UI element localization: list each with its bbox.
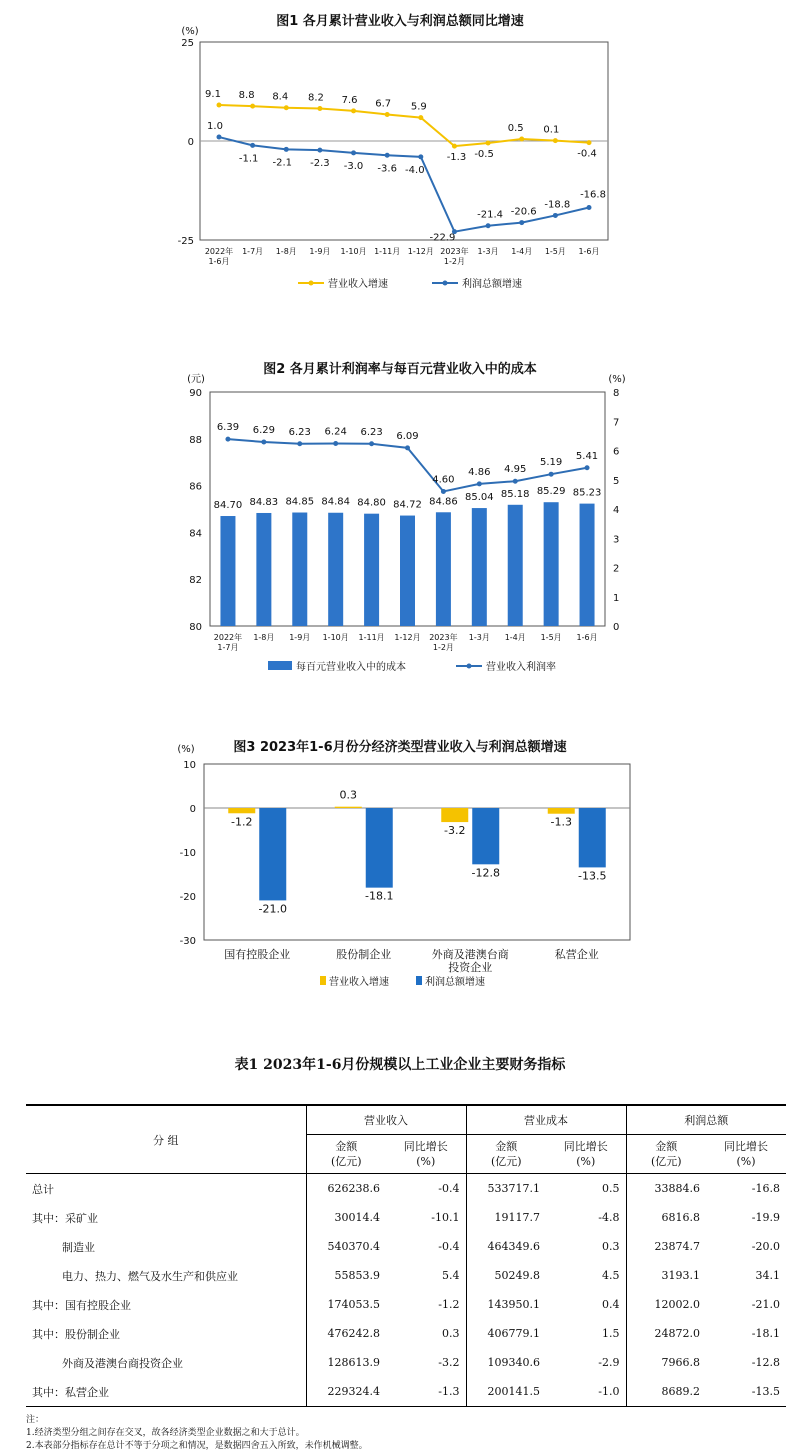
table-cell: 0.3 [442,1327,460,1340]
data-point [250,143,255,148]
data-label: 6.23 [360,426,383,438]
table-cell: -20.0 [751,1240,780,1253]
table-cell: 33884.6 [626,1174,706,1204]
data-point [418,115,423,120]
data-label: -2.1 [272,157,293,169]
data-point [477,481,482,486]
bar [328,513,343,626]
y-right-tick-label: 0 [613,622,620,633]
x-tick-label: 1-4月 [504,633,526,642]
data-point [519,137,524,142]
sub-header-line: (%) [576,1155,596,1168]
note-line-2: 2.本表部分指标存在总计不等于分项之和情况，是数据四舍五入所致，未作机械调整。 [26,1441,368,1451]
y-tick-label: 25 [181,38,194,49]
legend-label: 营业收入增速 [329,977,389,988]
bar [436,512,451,626]
figure2-title: 图2 各月累计利润率与每百元营业收入中的成本 [263,362,537,377]
data-label: -21.4 [477,209,504,221]
table-cell: 12002.0 [626,1290,706,1319]
x-tick-label: 1-9月 [289,633,311,642]
col-group-profit: 利润总额 [626,1105,786,1135]
y-right-tick-label: 7 [613,417,620,429]
table-cell: -0.4 [438,1182,460,1195]
bar-label: 84.80 [357,497,386,509]
figure2 [0,350,800,690]
y-axis-unit: (%) [181,26,199,37]
y-right-tick-label: 8 [613,388,620,399]
y-left-tick-label: 88 [189,434,202,446]
data-point [369,441,374,446]
data-label: -0.5 [474,148,494,160]
x-tick-label: 2023年 [440,247,469,256]
bar-label: 84.72 [393,499,422,511]
data-label: 0.1 [543,124,560,136]
data-label: 1.0 [207,121,223,133]
figure3-chart [0,730,800,1000]
data-point [486,140,491,145]
figure3 [0,730,800,1000]
bar [579,808,606,867]
sub-header-amount [626,1135,706,1174]
bar-label: 85.04 [464,492,494,504]
table-cell: -4.8 [598,1211,620,1224]
data-label: 6.24 [324,426,347,438]
data-label: 7.6 [341,94,358,106]
row-label: 电力、热力、燃气及水生产和供应业 [62,1269,238,1283]
table-row [26,1203,786,1232]
table-cell: 540370.4 [306,1232,386,1261]
x-tick-label: 1-2月 [443,257,465,266]
data-label: 4.86 [468,466,491,478]
table-cell: -21.0 [751,1298,780,1311]
y-tick-label: 0 [189,804,196,815]
bar-label: -3.2 [444,824,466,838]
y-right-tick-label: 3 [613,534,620,546]
data-point [549,472,554,477]
y-left-tick-label: 84 [189,528,202,540]
bar-label: -1.3 [550,815,572,829]
bar [441,808,468,822]
x-tick-label: 1-12月 [394,633,421,642]
bar-label: -18.1 [365,889,394,903]
y-tick-label: -10 [179,848,196,859]
data-point [519,220,524,225]
x-tick-label: 1-8月 [253,633,275,642]
bar [400,516,415,626]
data-label: -0.4 [577,148,597,160]
sub-header-line: (亿元) [650,1155,682,1168]
figure2-chart [0,350,800,690]
data-label: -22.9 [429,232,456,244]
table-cell: 0.4 [602,1298,620,1311]
y-right-tick-label: 4 [613,505,620,516]
y-tick-label: -20 [179,892,196,903]
bar [472,808,499,864]
bar-label: 84.83 [249,496,279,508]
table-cell: 8689.2 [626,1377,706,1407]
table-cell: 7966.8 [626,1348,706,1377]
table-cell: 55853.9 [306,1261,386,1290]
figure1-chart [0,0,800,300]
x-tick-label: 1-6月 [208,257,230,266]
note-line-1: 1.经济类型分组之间存在交叉，故各经济类型企业数据之和大于总计。 [26,1428,305,1438]
data-label: 0.5 [507,123,524,135]
table-cell: 5.4 [442,1269,460,1282]
data-label: 6.23 [288,426,311,438]
x-tick-label: 1-5月 [540,633,562,642]
table-cell: -2.9 [598,1356,620,1369]
table-cell: 6816.8 [626,1203,706,1232]
y-tick-label: -30 [179,936,196,947]
data-point [217,102,222,107]
table-cell: 533717.1 [466,1174,546,1204]
data-point [250,104,255,109]
x-tick-label: 1-12月 [407,247,434,256]
sub-header-line: 金额 [655,1140,678,1153]
figure1-title: 图1 各月累计营业收入与利润总额同比增速 [276,14,524,29]
x-tick-label: 1-5月 [544,247,566,256]
row-label: 总计 [32,1182,54,1196]
y-right-tick-label: 1 [613,592,620,604]
table-cell: 109340.6 [466,1348,546,1377]
x-tick-label: 2022年 [204,247,234,256]
bar-label: 0.3 [339,788,357,802]
col-group-revenue: 营业收入 [306,1105,466,1135]
legend-label: 利润总额增速 [462,279,522,290]
row-label: 其中：采矿业 [32,1211,98,1225]
y-axis-unit: (%) [177,744,195,755]
legend-swatch [416,976,422,985]
x-tick-label: 私营企业 [554,948,599,961]
table-row [26,1348,786,1377]
bar [472,508,487,626]
y-tick-label: 0 [187,137,194,148]
sub-header-line: (亿元) [330,1155,362,1168]
col-group-cost: 营业成本 [466,1105,626,1135]
bar-label: 84.84 [321,496,351,508]
legend-marker [467,664,472,669]
table-cell: 50249.8 [466,1261,546,1290]
sub-header-growth [706,1135,786,1174]
table-cell: 406779.1 [466,1319,546,1348]
bar [220,516,235,626]
bar-label: -13.5 [578,869,607,883]
financial-table [26,1104,786,1407]
table-cell: -12.8 [751,1356,780,1369]
data-point [217,135,222,140]
x-tick-label: 1-7月 [217,643,239,652]
sub-header-line: (亿元) [490,1155,522,1168]
row-label: 其中：股份制企业 [32,1327,120,1341]
x-tick-label: 1-2月 [432,643,454,652]
sub-header-line: 同比增长 [403,1140,448,1153]
data-label: -16.8 [580,189,606,201]
data-point [585,465,590,470]
y-right-tick-label: 6 [613,446,620,458]
x-tick-label: 1-7月 [242,247,264,256]
data-label: 4.60 [432,474,455,486]
data-point [418,154,423,159]
data-point [333,441,338,446]
y-tick-label: -25 [177,236,194,247]
sub-header-amount [466,1135,546,1174]
bar [228,808,255,813]
legend-swatch [268,661,292,670]
data-point [351,150,356,155]
series-line-1 [219,105,589,146]
data-label: 8.4 [272,91,289,103]
sub-header-line: 同比增长 [724,1140,768,1153]
sub-header-line: (%) [736,1155,756,1168]
data-label: 5.9 [410,101,427,113]
bar [335,807,362,808]
table-cell: 0.3 [602,1240,620,1253]
table-cell: 174053.5 [306,1290,386,1319]
x-tick-label: 1-11月 [374,247,401,256]
row-label: 其中：私营企业 [26,1377,306,1407]
table-cell: -13.5 [706,1377,786,1407]
bar-label: -21.0 [258,902,287,916]
bar [259,808,286,900]
x-tick-label: 1-6月 [578,247,600,256]
x-tick-label: 1-11月 [358,633,385,642]
data-point [405,445,410,450]
y-right-tick-label: 5 [613,475,620,487]
table-title: 表1 2023年1-6月份规模以上工业企业主要财务指标 [234,1057,566,1073]
bar-label: 85.18 [500,488,530,500]
table-cell: -16.8 [751,1182,780,1195]
data-label: -1.3 [446,152,467,164]
data-point [317,106,322,111]
data-point [513,479,518,484]
group-header: 分 组 [26,1105,306,1174]
data-label: 6.39 [216,422,240,434]
table-cell: -1.2 [438,1298,460,1311]
table-cell: 0.5 [602,1182,620,1195]
table-cell: -19.9 [751,1211,780,1224]
bar-label: 85.29 [536,486,566,498]
x-tick-label: 投资企业 [448,961,493,974]
data-label: 5.41 [575,450,599,462]
data-point [587,140,592,145]
row-label: 外商及港澳台商投资企业 [62,1356,183,1370]
data-point [553,138,558,143]
data-label: -4.0 [405,164,425,176]
data-point [261,440,266,445]
data-label: -3.6 [377,163,397,175]
bar [366,808,393,888]
y-left-tick-label: 86 [189,481,202,493]
sub-header-line: (%) [416,1155,436,1168]
data-label: -3.0 [343,160,364,172]
data-label: 4.95 [504,464,527,476]
legend-label: 每百元营业收入中的成本 [296,662,406,673]
table-cell: 4.5 [602,1269,620,1282]
sub-header-line: 金额 [495,1140,518,1153]
figure3-title: 图3 2023年1-6月份分经济类型营业收入与利润总额增速 [233,740,567,755]
data-point [351,108,356,113]
table-cell: 24872.0 [626,1319,706,1348]
table-cell: -0.4 [438,1240,460,1253]
data-point [441,489,446,494]
data-label: 8.2 [307,92,324,104]
y-left-tick-label: 80 [189,622,202,633]
y-left-tick-label: 90 [189,388,202,399]
sub-header-growth [546,1135,626,1174]
table-cell: -1.0 [546,1377,626,1407]
x-tick-label: 1-4月 [511,247,533,256]
table-row [26,1290,786,1319]
y-left-tick-label: 82 [189,575,202,587]
table-row [26,1174,786,1204]
data-label: 6.29 [252,425,275,437]
notes-head: 注： [26,1415,45,1425]
row-label: 其中：国有控股企业 [32,1298,131,1312]
table-cell: -1.3 [386,1377,466,1407]
bar [508,505,523,626]
table-cell: 476242.8 [306,1319,386,1348]
legend-marker [309,281,314,286]
figure1 [0,0,800,300]
bar-label: -12.8 [471,866,500,880]
table-cell: 1.5 [602,1327,620,1340]
sub-header-line: 金额 [335,1140,358,1153]
table-cell: -18.1 [751,1327,780,1340]
bar-label: 84.85 [285,496,315,508]
data-point [297,441,302,446]
table-row [26,1232,786,1261]
y-right-unit: (%) [608,374,626,385]
x-tick-label: 1-10月 [322,633,349,642]
data-point [486,223,491,228]
table-cell: 200141.5 [466,1377,546,1407]
data-label: 9.1 [205,88,221,100]
data-point [587,205,592,210]
row-label: 制造业 [62,1240,95,1254]
x-tick-label: 国有控股企业 [224,948,291,961]
table-cell: 128613.9 [306,1348,386,1377]
y-left-unit: (元) [187,374,205,385]
table-cell: 30014.4 [306,1203,386,1232]
data-point [225,437,230,442]
x-tick-label: 1-3月 [477,247,499,256]
data-point [452,144,457,149]
data-point [317,148,322,153]
table-cell: 19117.7 [466,1203,546,1232]
table-row [26,1319,786,1348]
x-tick-label: 1-6月 [576,633,598,642]
data-label: -18.8 [544,199,571,211]
table-row [26,1377,786,1407]
data-label: 8.8 [238,90,255,102]
table-cell: 229324.4 [306,1377,386,1407]
bar [292,513,307,626]
data-label: 6.09 [396,430,419,442]
y-right-tick-label: 2 [613,563,620,575]
data-label: 6.7 [375,98,392,110]
table-cell: 626238.6 [306,1174,386,1204]
x-tick-label: 1-10月 [340,247,367,256]
x-tick-label: 2023年 [429,633,458,642]
x-tick-label: 外商及港澳台商 [431,948,509,961]
legend-marker [443,281,448,286]
data-point [385,153,390,158]
bar [364,514,379,626]
data-label: -20.6 [510,206,537,218]
y-tick-label: 10 [183,760,196,771]
sub-header-amount [306,1135,386,1174]
bar-label: 84.70 [213,500,243,512]
x-tick-label: 股份制企业 [336,948,392,961]
x-tick-label: 1-3月 [468,633,490,642]
data-label: -2.3 [310,158,330,170]
bar [580,504,595,626]
table-cell: 464349.6 [466,1232,546,1261]
table-cell: 23874.7 [626,1232,706,1261]
table-notes [26,1414,368,1453]
bar-label: -1.2 [231,815,253,829]
table-row [26,1261,786,1290]
x-tick-label: 2022年 [213,633,243,642]
legend-label: 营业收入增速 [328,279,388,290]
bar [544,502,559,626]
bar [256,513,271,626]
legend-swatch [320,976,326,985]
bar-label: 85.23 [572,487,602,499]
bar [548,808,575,814]
x-tick-label: 1-8月 [275,247,297,256]
table-cell: 3193.1 [626,1261,706,1290]
table-cell: 34.1 [755,1269,780,1282]
x-tick-label: 1-9月 [309,247,331,256]
table-cell: -10.1 [431,1211,460,1224]
sub-header-growth [386,1135,466,1174]
bar-label: 84.86 [429,496,458,508]
data-point [385,112,390,117]
legend-label: 营业收入利润率 [486,662,556,673]
data-point [284,105,289,110]
data-point [553,213,558,218]
table-cell: 143950.1 [466,1290,546,1319]
data-label: -1.1 [238,153,259,165]
data-point [284,147,289,152]
data-label: 5.19 [540,457,563,469]
sub-header-line: 同比增长 [563,1140,608,1153]
table-cell: -3.2 [438,1356,460,1369]
legend-label: 利润总额增速 [425,977,485,988]
